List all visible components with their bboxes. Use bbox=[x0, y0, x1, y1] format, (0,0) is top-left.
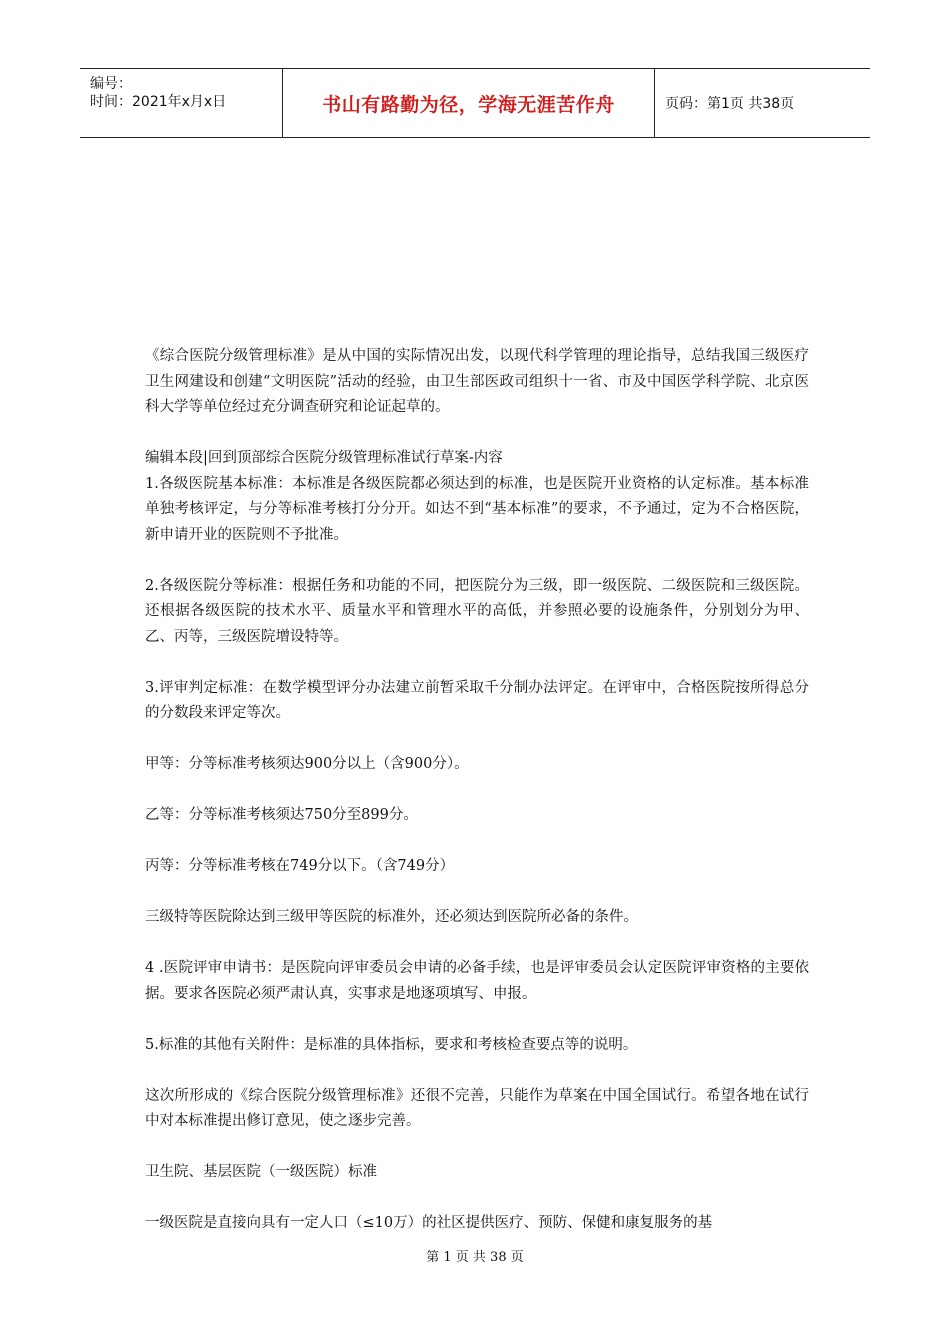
time-label: 时间：2021年x月x日 bbox=[90, 94, 227, 110]
document-body bbox=[145, 344, 809, 1262]
paragraph-attachments: 5.标准的其他有关附件：是标准的具体指标，要求和考核检查要点等的说明。 bbox=[145, 1036, 638, 1053]
header-page-code: 页码：第1页 共38页 bbox=[665, 96, 795, 112]
paragraph-draft-note: 这次所形成的《综合医院分级管理标准》还很不完善，只能作为草案在中国全国试行。希望各地在试行中对本标准提出修订意见，使之逐步完善。 bbox=[145, 1087, 809, 1129]
header-meta bbox=[80, 69, 282, 137]
document-header bbox=[80, 68, 870, 138]
paragraph-grade-b: 乙等：分等标准考核须达750分至899分。 bbox=[145, 807, 418, 823]
paragraph-grade-a: 甲等：分等标准考核须达900分以上（含900分）。 bbox=[145, 756, 469, 772]
paragraph-review-standard: 3.评审判定标准：在数学模型评分办法建立前暂采取千分制办法评定。在评审中，合格医院按所得总分的分数段来评定等次。 bbox=[145, 679, 809, 721]
intro-paragraph: 《综合医院分级管理标准》是从中国的实际情况出发，以现代科学管理的理论指导，总结我国三级医疗卫生网建设和创建“文明医院”活动的经验，由卫生部医政司组织十一省、市及中国医学科学院、北京医科大学等单位经过充分调查研究和论证起草的。 bbox=[145, 348, 809, 415]
paragraph-basic-standard: 1.各级医院基本标准：本标准是各级医院都必须达到的标准，也是医院开业资格的认定标准。基本标准单独考核评定，与分等标准考核打分分开。如达不到“基本标准”的要求，不予通过，定为不合格医院，新申请开业的医院则不予批准。 bbox=[145, 475, 809, 543]
paragraph-grade-c: 丙等：分等标准考核在749分以下。（含749分） bbox=[145, 858, 455, 874]
paragraph-special-grade: 三级特等医院除达到三级甲等医院的标准外，还必须达到医院所必备的条件。 bbox=[145, 909, 638, 925]
section-heading: 编辑本段|回到顶部综合医院分级管理标准试行草案-内容 bbox=[145, 450, 503, 466]
paragraph-level1-definition: 一级医院是直接向具有一定人口（≤10万）的社区提供医疗、预防、保健和康复服务的基 bbox=[145, 1215, 713, 1231]
paragraph-level1-heading: 卫生院、基层医院（一级医院）标准 bbox=[145, 1164, 377, 1180]
number-label: 编号： bbox=[90, 76, 132, 92]
header-motto: 书山有路勤为径，学海无涯苦作舟 bbox=[282, 69, 655, 137]
paragraph-application: 4 .医院评审申请书：是医院向评审委员会申请的必备手续，也是评审委员会认定医院评审资格的主要依据。要求各医院必须严肃认真，实事求是地逐项填写、申报。 bbox=[145, 960, 809, 1002]
paragraph-grading-standard: 2.各级医院分等标准：根据任务和功能的不同，把医院分为三级，即一级医院、二级医院和三级医院。还根据各级医院的技术水平、质量水平和管理水平的高低，并参照必要的设施条件，分别划分为甲、乙、丙等，三级医院增设特等。 bbox=[145, 577, 809, 645]
page-footer: 第 1 页 共 38 页 bbox=[426, 1250, 524, 1265]
